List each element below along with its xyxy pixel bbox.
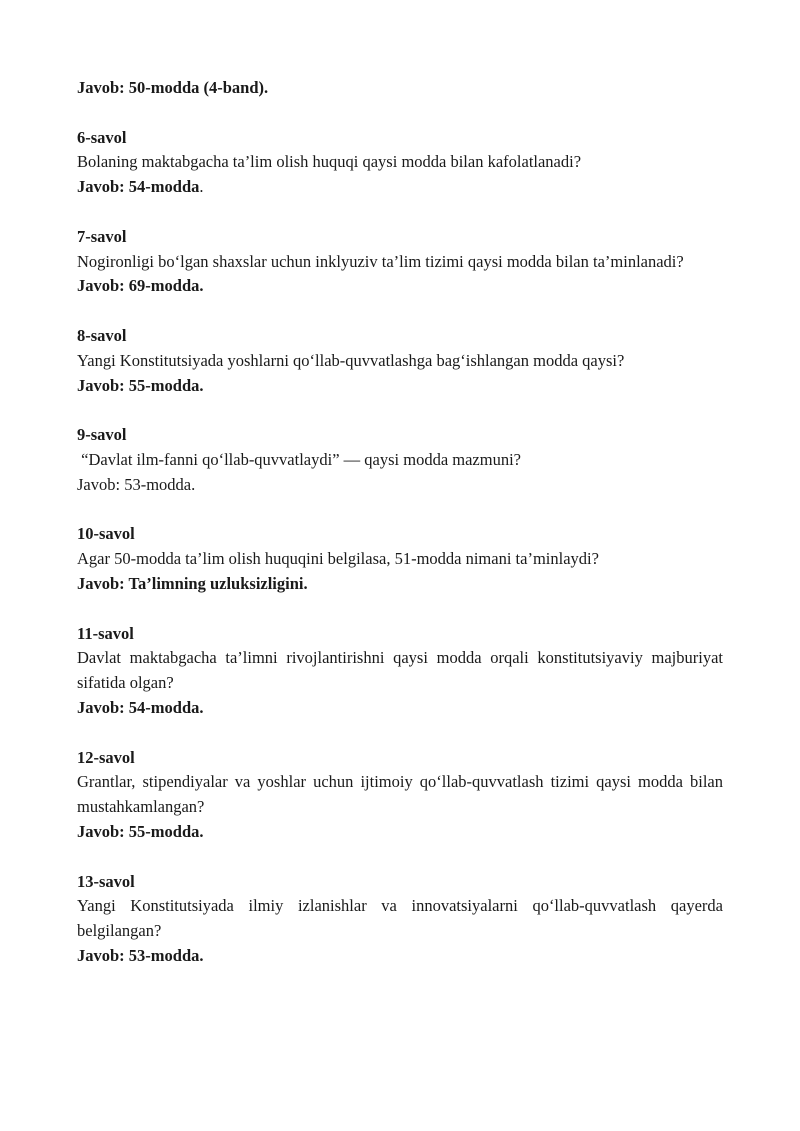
question-heading: 10-savol bbox=[77, 524, 135, 544]
answer-text: Javob: 54-modda bbox=[77, 177, 200, 197]
top-answer: Javob: 50-modda (4-band). bbox=[77, 78, 269, 97]
spacer bbox=[77, 200, 723, 225]
question-heading: 12-savol bbox=[77, 747, 135, 767]
question-block-11 bbox=[77, 622, 723, 721]
spacer bbox=[77, 398, 723, 423]
answer-text: Javob: 55-modda. bbox=[77, 821, 204, 841]
question-text: Grantlar, stipendiyalar va yoshlar uchun ijtimoiy qo‘llab-quvvatlash tizimi qaysi modda bilan mustahkamlangan? bbox=[77, 772, 723, 817]
question-heading: 7-savol bbox=[77, 226, 127, 246]
question-block-12 bbox=[77, 746, 723, 845]
question-heading: 11-savol bbox=[77, 623, 134, 643]
spacer bbox=[77, 597, 723, 622]
document-page bbox=[77, 76, 723, 969]
answer-text: Javob: 69-modda. bbox=[77, 276, 204, 296]
question-block-9 bbox=[77, 423, 723, 497]
question-text: Bolaning maktabgacha ta’lim olish huquqi qaysi modda bilan kafolatlanadi? bbox=[77, 152, 582, 172]
question-text: Davlat maktabgacha ta’limni rivojlantirishni qaysi modda orqali konstitutsiyaviy majburiyat sifatida olgan? bbox=[77, 648, 723, 693]
question-text: “Davlat ilm-fanni qo‘llab-quvvatlaydi” — qaysi modda mazmuni? bbox=[77, 449, 521, 469]
spacer bbox=[77, 299, 723, 324]
question-heading: 9-savol bbox=[77, 425, 127, 445]
question-block-7 bbox=[77, 225, 723, 299]
question-heading: 13-savol bbox=[77, 871, 135, 891]
question-block-13 bbox=[77, 870, 723, 969]
answer-text: Javob: 54-modda. bbox=[77, 697, 204, 717]
spacer bbox=[77, 721, 723, 746]
answer-text: Javob: Ta’limning uzluksizligini. bbox=[77, 573, 308, 593]
answer-line bbox=[77, 175, 723, 200]
question-block-8 bbox=[77, 324, 723, 398]
question-text: Yangi Konstitutsiyada yoshlarni qo‘llab-quvvatlashga bag‘ishlangan modda qaysi? bbox=[77, 350, 625, 370]
answer-text: Javob: 53-modda. bbox=[77, 945, 204, 965]
spacer bbox=[77, 101, 723, 126]
answer-text: Javob: 55-modda. bbox=[77, 375, 204, 395]
question-heading: 8-savol bbox=[77, 325, 127, 345]
question-text: Yangi Konstitutsiyada ilmiy izlanishlar va innovatsiyalarni qo‘llab-quvvatlash qayerda belgilangan? bbox=[77, 896, 723, 941]
question-block-6 bbox=[77, 126, 723, 200]
answer-text: Javob: 53-modda. bbox=[77, 474, 196, 494]
question-block-10 bbox=[77, 522, 723, 596]
spacer bbox=[77, 845, 723, 870]
question-text: Nogironligi bo‘lgan shaxslar uchun inklyuziv ta’lim tizimi qaysi modda bilan ta’minlanadi? bbox=[77, 251, 684, 271]
spacer bbox=[77, 498, 723, 523]
question-text: Agar 50-modda ta’lim olish huquqini belgilasa, 51-modda nimani ta’minlaydi? bbox=[77, 549, 599, 569]
answer-suffix: . bbox=[199, 177, 204, 197]
question-heading: 6-savol bbox=[77, 127, 127, 147]
